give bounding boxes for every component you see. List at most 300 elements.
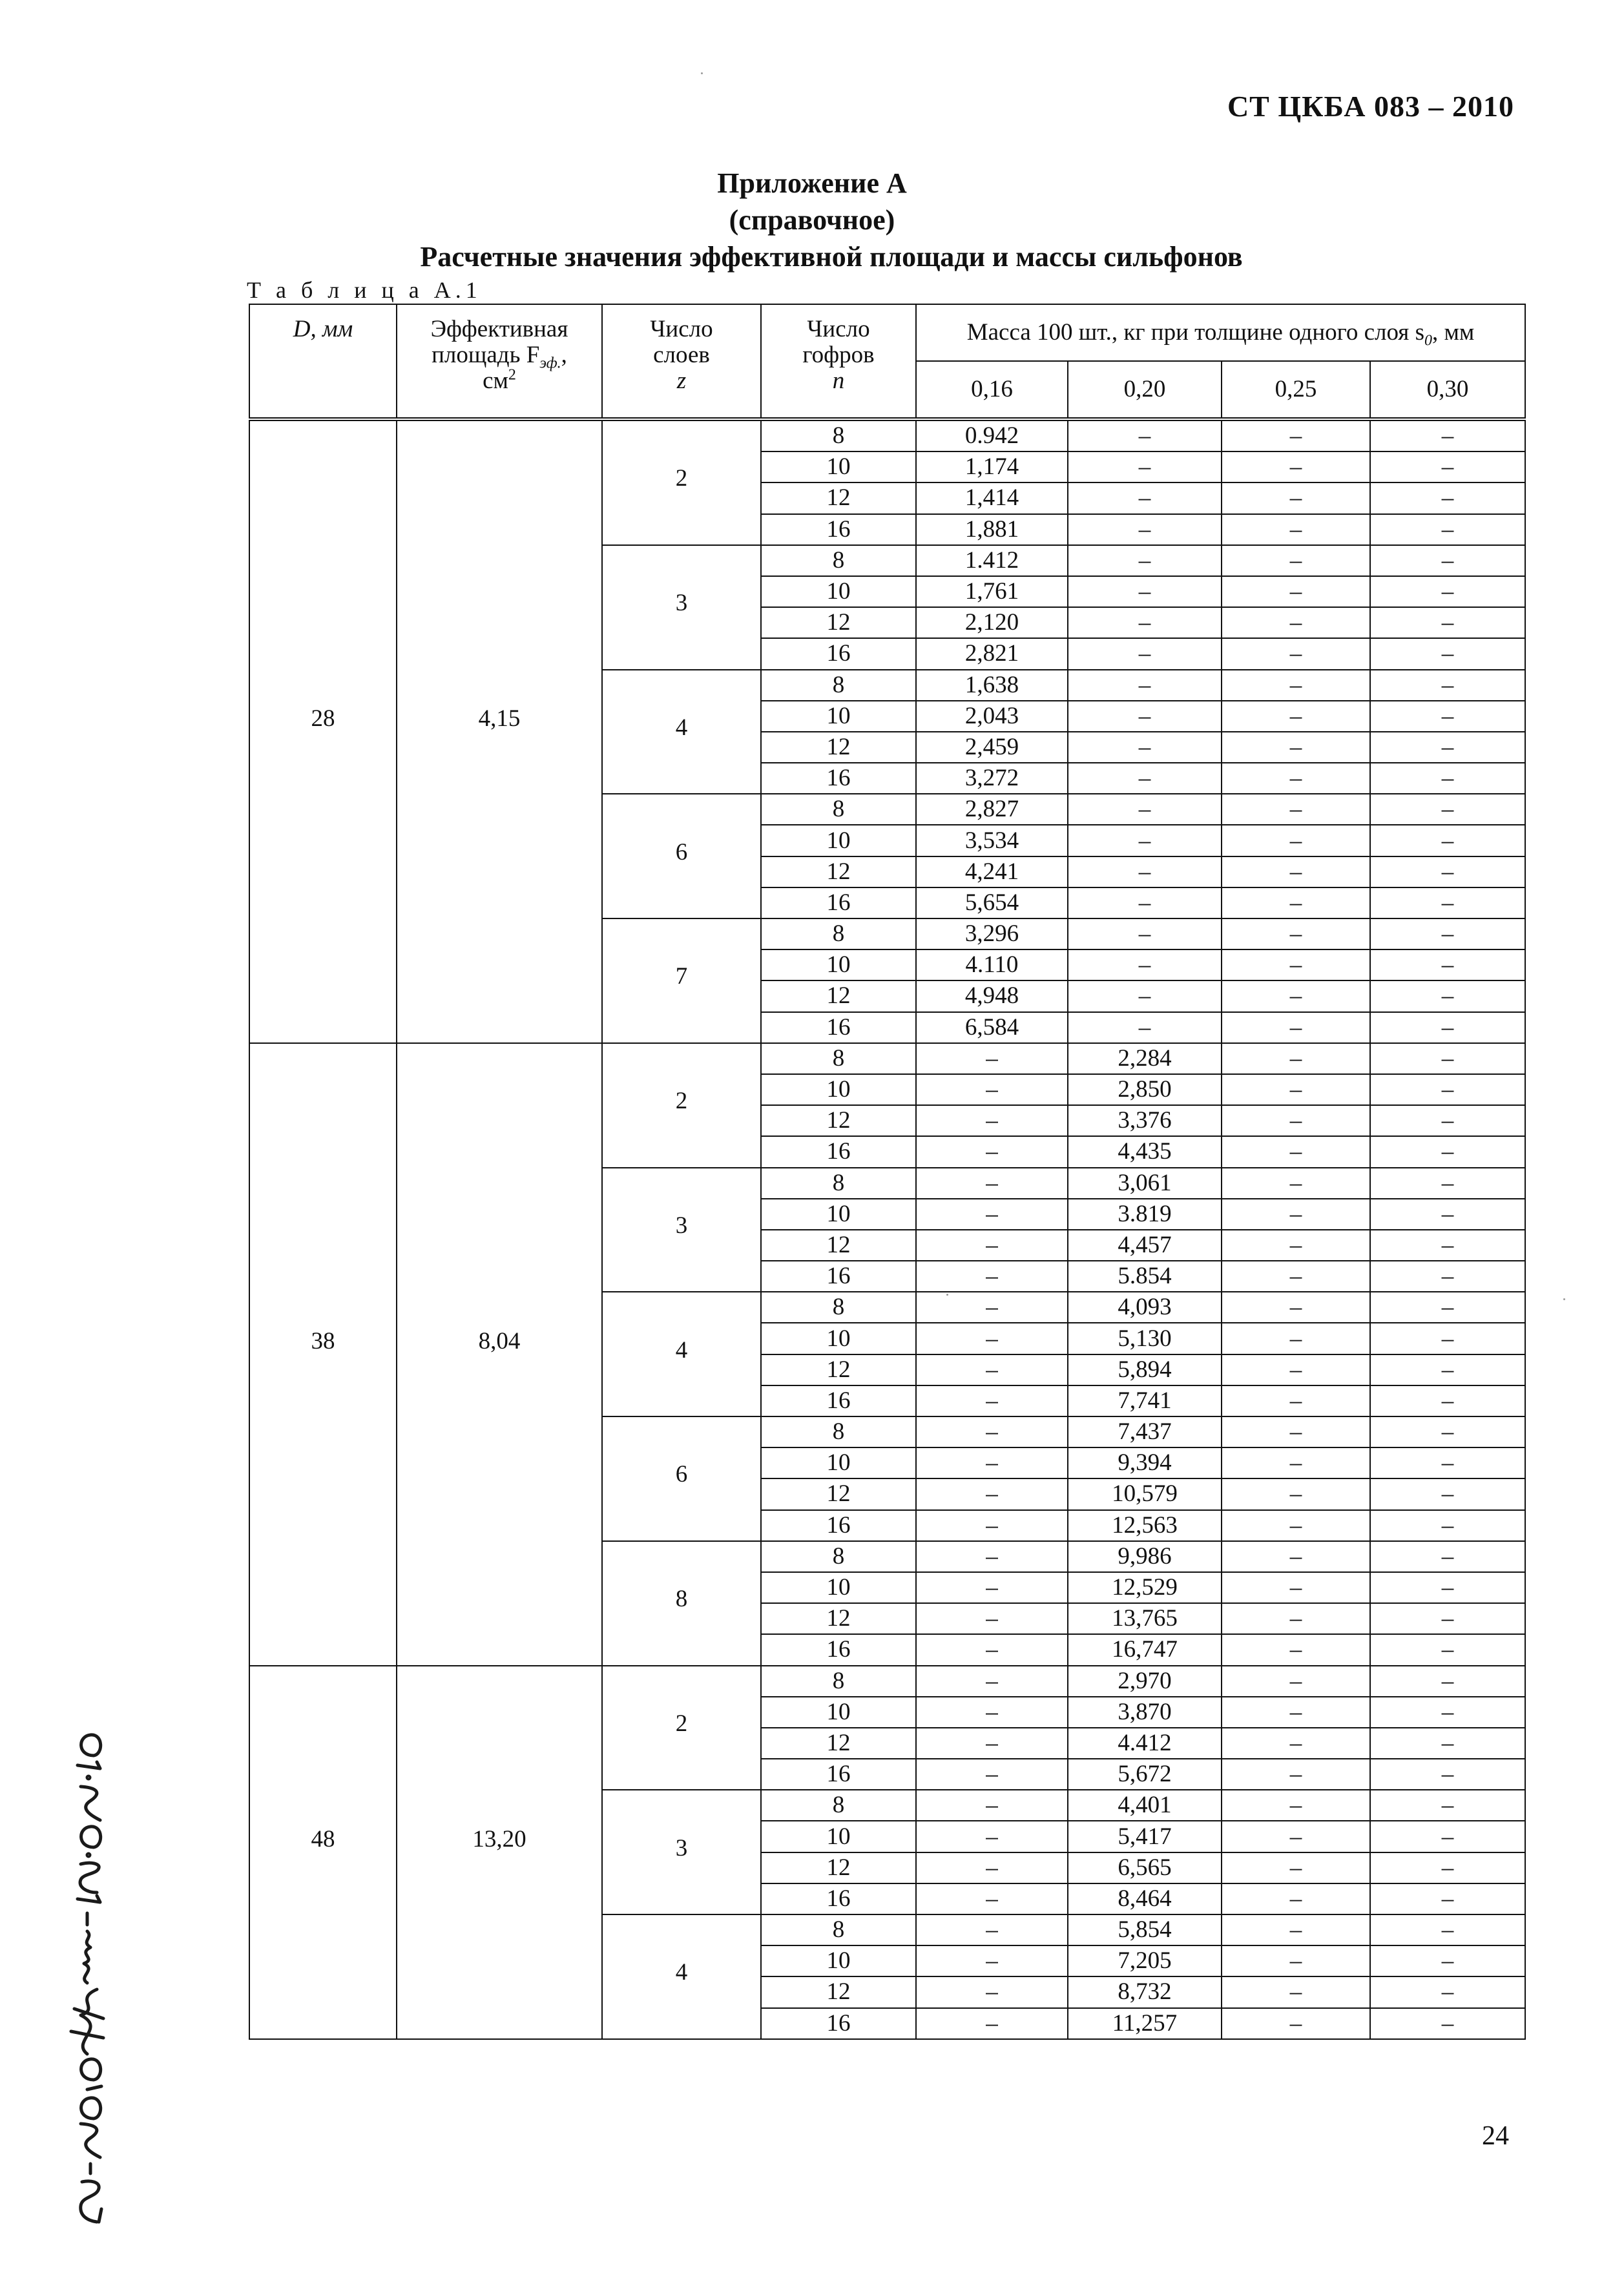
cell-mass-016: 1,761: [916, 576, 1068, 607]
cell-corrugations: 12: [761, 1976, 916, 2007]
cell-mass-020: 10,579: [1068, 1478, 1222, 1509]
cell-corrugations: 12: [761, 732, 916, 763]
cell-corrugations: 12: [761, 1728, 916, 1759]
cell-mass-030: –: [1370, 419, 1525, 451]
cell-mass-016: –: [916, 1323, 1068, 1354]
cell-layers: 2: [602, 419, 761, 545]
cell-corrugations: 12: [761, 607, 916, 638]
cell-mass-030: –: [1370, 980, 1525, 1011]
scan-speck: [1563, 1298, 1565, 1300]
cell-mass-025: –: [1222, 1728, 1370, 1759]
cell-layers: 4: [602, 1914, 761, 2039]
cell-corrugations: 16: [761, 1759, 916, 1790]
cell-mass-016: –: [916, 1666, 1068, 1697]
cell-mass-016: –: [916, 1230, 1068, 1261]
cell-mass-020: 7,741: [1068, 1385, 1222, 1416]
cell-mass-020: –: [1068, 732, 1222, 763]
cell-mass-025: –: [1222, 1385, 1370, 1416]
cell-mass-020: –: [1068, 918, 1222, 949]
cell-mass-020: –: [1068, 670, 1222, 701]
cell-layers: 6: [602, 1416, 761, 1541]
cell-mass-030: –: [1370, 1323, 1525, 1354]
cell-mass-020: 2,850: [1068, 1074, 1222, 1105]
cell-mass-020: –: [1068, 576, 1222, 607]
cell-mass-020: –: [1068, 887, 1222, 918]
cell-corrugations: 10: [761, 1945, 916, 1976]
cell-mass-030: –: [1370, 1292, 1525, 1323]
cell-mass-030: –: [1370, 1634, 1525, 1665]
cell-mass-030: –: [1370, 1945, 1525, 1976]
cell-mass-025: –: [1222, 1821, 1370, 1852]
cell-mass-030: –: [1370, 514, 1525, 545]
cell-corrugations: 12: [761, 1478, 916, 1509]
cell-mass-016: –: [916, 1790, 1068, 1821]
cell-mass-020: –: [1068, 794, 1222, 825]
cell-mass-025: –: [1222, 1012, 1370, 1043]
cell-mass-025: –: [1222, 1976, 1370, 2007]
header-thickness-3: 0,25: [1222, 361, 1370, 419]
cell-mass-030: –: [1370, 949, 1525, 980]
cell-layers: 4: [602, 1292, 761, 1416]
cell-mass-020: 9,394: [1068, 1447, 1222, 1478]
cell-mass-016: 1,414: [916, 482, 1068, 513]
cell-corrugations: 8: [761, 1541, 916, 1572]
cell-mass-020: 7,437: [1068, 1416, 1222, 1447]
cell-mass-016: –: [916, 2008, 1068, 2039]
cell-layers: 8: [602, 1541, 761, 1666]
cell-mass-025: –: [1222, 451, 1370, 482]
cell-mass-025: –: [1222, 1790, 1370, 1821]
cell-layers: 6: [602, 794, 761, 918]
cell-corrugations: 10: [761, 1821, 916, 1852]
cell-mass-020: –: [1068, 825, 1222, 856]
cell-mass-016: 5,654: [916, 887, 1068, 918]
cell-mass-030: –: [1370, 887, 1525, 918]
cell-mass-020: –: [1068, 1012, 1222, 1043]
cell-layers: 2: [602, 1666, 761, 1790]
cell-corrugations: 16: [761, 1136, 916, 1167]
cell-mass-020: –: [1068, 545, 1222, 576]
cell-mass-016: –: [916, 1043, 1068, 1074]
cell-mass-030: –: [1370, 701, 1525, 732]
cell-corrugations: 12: [761, 1354, 916, 1385]
header-area-sub: эф.: [539, 355, 561, 372]
cell-mass-025: –: [1222, 1323, 1370, 1354]
cell-mass-030: –: [1370, 1416, 1525, 1447]
cell-mass-025: –: [1222, 514, 1370, 545]
cell-mass-030: –: [1370, 1199, 1525, 1230]
cell-corrugations: 10: [761, 1447, 916, 1478]
cell-mass-030: –: [1370, 1603, 1525, 1634]
cell-mass-016: –: [916, 1136, 1068, 1167]
cell-mass-020: 8,732: [1068, 1976, 1222, 2007]
header-corr-var: n: [832, 368, 845, 394]
cell-mass-030: –: [1370, 545, 1525, 576]
header-d-text: D, мм: [293, 316, 353, 342]
cell-corrugations: 8: [761, 1914, 916, 1945]
cell-mass-020: –: [1068, 980, 1222, 1011]
header-layers-var: z: [676, 368, 687, 394]
cell-mass-025: –: [1222, 1416, 1370, 1447]
cell-mass-020: 2,284: [1068, 1043, 1222, 1074]
cell-layers: 3: [602, 545, 761, 670]
cell-mass-016: –: [916, 1385, 1068, 1416]
appendix-title-block: [0, 165, 1624, 275]
cell-mass-025: –: [1222, 607, 1370, 638]
cell-corrugations: 8: [761, 670, 916, 701]
cell-mass-016: 3,296: [916, 918, 1068, 949]
appendix-title: Приложение А: [717, 167, 907, 199]
cell-mass-030: –: [1370, 1821, 1525, 1852]
cell-corrugations: 12: [761, 1852, 916, 1883]
cell-mass-016: –: [916, 1541, 1068, 1572]
cell-corrugations: 10: [761, 949, 916, 980]
cell-mass-025: –: [1222, 1136, 1370, 1167]
cell-mass-016: 2,120: [916, 607, 1068, 638]
cell-mass-025: –: [1222, 1634, 1370, 1665]
header-layers: [602, 304, 761, 419]
cell-mass-025: –: [1222, 1666, 1370, 1697]
cell-mass-016: –: [916, 1883, 1068, 1914]
header-area-line3: см: [483, 368, 508, 394]
cell-mass-030: –: [1370, 1541, 1525, 1572]
bellows-table: [249, 304, 1526, 2040]
cell-corrugations: 12: [761, 1230, 916, 1261]
cell-mass-020: 12,529: [1068, 1572, 1222, 1603]
cell-mass-016: 0.942: [916, 419, 1068, 451]
cell-mass-020: 5,672: [1068, 1759, 1222, 1790]
cell-mass-020: 16,747: [1068, 1634, 1222, 1665]
cell-mass-016: 3,272: [916, 763, 1068, 794]
cell-corrugations: 16: [761, 514, 916, 545]
cell-mass-020: 8,464: [1068, 1883, 1222, 1914]
cell-mass-025: –: [1222, 980, 1370, 1011]
cell-corrugations: 16: [761, 1261, 916, 1292]
cell-corrugations: 16: [761, 2008, 916, 2039]
scan-speck: [946, 1294, 948, 1296]
cell-corrugations: 10: [761, 451, 916, 482]
cell-corrugations: 10: [761, 1074, 916, 1105]
cell-mass-016: 2,459: [916, 732, 1068, 763]
cell-mass-025: –: [1222, 763, 1370, 794]
cell-corrugations: 8: [761, 1043, 916, 1074]
cell-mass-025: –: [1222, 1168, 1370, 1199]
cell-mass-016: –: [916, 1199, 1068, 1230]
cell-mass-025: –: [1222, 1261, 1370, 1292]
table-row: [249, 1043, 1525, 1074]
cell-corrugations: 12: [761, 980, 916, 1011]
header-area-line2: площадь F: [432, 342, 540, 368]
page-number: 24: [1482, 2121, 1509, 2151]
cell-mass-016: 4.110: [916, 949, 1068, 980]
cell-mass-030: –: [1370, 856, 1525, 887]
cell-corrugations: 10: [761, 701, 916, 732]
cell-corrugations: 16: [761, 1634, 916, 1665]
cell-corrugations: 8: [761, 545, 916, 576]
cell-mass-020: 11,257: [1068, 2008, 1222, 2039]
table-label: Т а б л и ц а А.1: [247, 277, 482, 303]
cell-diameter: 28: [249, 419, 397, 1043]
cell-mass-030: –: [1370, 1012, 1525, 1043]
cell-mass-030: –: [1370, 1447, 1525, 1478]
cell-mass-025: –: [1222, 856, 1370, 887]
cell-corrugations: 8: [761, 794, 916, 825]
cell-mass-020: –: [1068, 451, 1222, 482]
cell-mass-025: –: [1222, 1759, 1370, 1790]
cell-mass-020: 5,894: [1068, 1354, 1222, 1385]
header-corr-line1: Число: [807, 316, 870, 342]
cell-mass-025: –: [1222, 1945, 1370, 1976]
cell-mass-020: 4.412: [1068, 1728, 1222, 1759]
cell-corrugations: 16: [761, 1510, 916, 1541]
header-thickness-1: 0,16: [916, 361, 1068, 419]
header-area-line1: Эффективная: [430, 316, 568, 342]
cell-layers: 2: [602, 1043, 761, 1168]
cell-mass-030: –: [1370, 451, 1525, 482]
cell-mass-025: –: [1222, 1074, 1370, 1105]
cell-corrugations: 8: [761, 918, 916, 949]
cell-mass-025: –: [1222, 1292, 1370, 1323]
cell-mass-030: –: [1370, 1976, 1525, 2007]
cell-mass-020: –: [1068, 514, 1222, 545]
cell-mass-016: –: [916, 1572, 1068, 1603]
cell-corrugations: 8: [761, 1790, 916, 1821]
cell-corrugations: 16: [761, 763, 916, 794]
cell-mass-030: –: [1370, 825, 1525, 856]
cell-mass-020: 5,130: [1068, 1323, 1222, 1354]
cell-mass-020: –: [1068, 701, 1222, 732]
header-d: [249, 304, 397, 419]
document-code: СТ ЦКБА 083 – 2010: [1227, 90, 1514, 123]
header-corr-line2: гофров: [802, 342, 875, 368]
cell-mass-025: –: [1222, 1478, 1370, 1509]
cell-corrugations: 16: [761, 1883, 916, 1914]
cell-mass-030: –: [1370, 1385, 1525, 1416]
cell-mass-030: –: [1370, 1728, 1525, 1759]
cell-mass-016: –: [916, 1634, 1068, 1665]
cell-mass-030: –: [1370, 1759, 1525, 1790]
header-thickness-4: 0,30: [1370, 361, 1525, 419]
header-corrugations: [761, 304, 916, 419]
cell-mass-020: 5.854: [1068, 1261, 1222, 1292]
cell-corrugations: 12: [761, 1105, 916, 1136]
cell-mass-016: 1,638: [916, 670, 1068, 701]
cell-mass-016: –: [916, 1510, 1068, 1541]
cell-mass-025: –: [1222, 576, 1370, 607]
table-row: [249, 1666, 1525, 1697]
cell-mass-030: –: [1370, 1261, 1525, 1292]
cell-layers: 3: [602, 1790, 761, 1914]
header-mass: [916, 304, 1525, 361]
cell-mass-020: –: [1068, 856, 1222, 887]
handwritten-signature: [61, 1705, 113, 2228]
cell-mass-030: –: [1370, 1883, 1525, 1914]
cell-mass-020: 3,376: [1068, 1105, 1222, 1136]
cell-mass-030: –: [1370, 1043, 1525, 1074]
cell-mass-030: –: [1370, 1354, 1525, 1385]
cell-corrugations: 10: [761, 1323, 916, 1354]
cell-mass-025: –: [1222, 794, 1370, 825]
cell-corrugations: 10: [761, 825, 916, 856]
cell-mass-025: –: [1222, 887, 1370, 918]
cell-corrugations: 12: [761, 482, 916, 513]
cell-mass-025: –: [1222, 482, 1370, 513]
cell-mass-025: –: [1222, 825, 1370, 856]
cell-mass-025: –: [1222, 1043, 1370, 1074]
cell-mass-016: 3,534: [916, 825, 1068, 856]
cell-mass-025: –: [1222, 1105, 1370, 1136]
scan-speck: [701, 72, 703, 74]
cell-effective-area: 8,04: [397, 1043, 602, 1666]
table-container: [249, 304, 1525, 2040]
appendix-subtitle: (справочное): [729, 204, 895, 236]
cell-mass-020: 2,970: [1068, 1666, 1222, 1697]
cell-corrugations: 8: [761, 1168, 916, 1199]
cell-mass-025: –: [1222, 1541, 1370, 1572]
cell-mass-025: –: [1222, 670, 1370, 701]
cell-mass-030: –: [1370, 794, 1525, 825]
cell-mass-030: –: [1370, 1790, 1525, 1821]
cell-mass-016: –: [916, 1074, 1068, 1105]
cell-mass-030: –: [1370, 1572, 1525, 1603]
cell-mass-025: –: [1222, 2008, 1370, 2039]
cell-mass-030: –: [1370, 576, 1525, 607]
header-layers-line1: Число: [650, 316, 713, 342]
cell-mass-016: –: [916, 1292, 1068, 1323]
cell-mass-030: –: [1370, 638, 1525, 669]
cell-mass-020: –: [1068, 638, 1222, 669]
cell-mass-020: –: [1068, 482, 1222, 513]
cell-mass-030: –: [1370, 1666, 1525, 1697]
cell-mass-030: –: [1370, 1168, 1525, 1199]
cell-mass-025: –: [1222, 949, 1370, 980]
cell-mass-016: –: [916, 1478, 1068, 1509]
cell-corrugations: 10: [761, 1199, 916, 1230]
cell-mass-020: –: [1068, 949, 1222, 980]
cell-mass-016: –: [916, 1447, 1068, 1478]
cell-mass-020: 3,870: [1068, 1697, 1222, 1728]
cell-mass-025: –: [1222, 1914, 1370, 1945]
cell-corrugations: 8: [761, 419, 916, 451]
cell-mass-020: 3.819: [1068, 1199, 1222, 1230]
table-header-row-1: [249, 304, 1525, 361]
cell-effective-area: 13,20: [397, 1666, 602, 2039]
cell-mass-016: –: [916, 1852, 1068, 1883]
cell-mass-020: –: [1068, 607, 1222, 638]
cell-mass-016: 4,241: [916, 856, 1068, 887]
cell-corrugations: 10: [761, 1572, 916, 1603]
cell-mass-030: –: [1370, 1105, 1525, 1136]
cell-mass-016: –: [916, 1416, 1068, 1447]
cell-mass-016: –: [916, 1821, 1068, 1852]
cell-mass-030: –: [1370, 1074, 1525, 1105]
cell-mass-030: –: [1370, 482, 1525, 513]
cell-mass-020: 5,854: [1068, 1914, 1222, 1945]
cell-mass-020: 4,093: [1068, 1292, 1222, 1323]
cell-mass-030: –: [1370, 1697, 1525, 1728]
cell-mass-030: –: [1370, 1914, 1525, 1945]
cell-mass-016: –: [916, 1354, 1068, 1385]
cell-mass-016: 1,174: [916, 451, 1068, 482]
cell-mass-016: 6,584: [916, 1012, 1068, 1043]
cell-mass-030: –: [1370, 607, 1525, 638]
cell-mass-020: 3,061: [1068, 1168, 1222, 1199]
cell-mass-025: –: [1222, 1603, 1370, 1634]
cell-mass-030: –: [1370, 1136, 1525, 1167]
cell-corrugations: 10: [761, 576, 916, 607]
cell-mass-020: 6,565: [1068, 1852, 1222, 1883]
cell-mass-030: –: [1370, 1230, 1525, 1261]
cell-mass-030: –: [1370, 918, 1525, 949]
cell-mass-016: –: [916, 1261, 1068, 1292]
cell-mass-016: –: [916, 1728, 1068, 1759]
cell-mass-030: –: [1370, 670, 1525, 701]
cell-mass-020: 9,986: [1068, 1541, 1222, 1572]
cell-mass-025: –: [1222, 701, 1370, 732]
table-row: [249, 419, 1525, 451]
cell-corrugations: 16: [761, 638, 916, 669]
cell-mass-030: –: [1370, 2008, 1525, 2039]
cell-layers: 4: [602, 670, 761, 794]
cell-mass-016: –: [916, 1759, 1068, 1790]
cell-mass-016: –: [916, 1603, 1068, 1634]
cell-mass-025: –: [1222, 1852, 1370, 1883]
cell-mass-016: –: [916, 1976, 1068, 2007]
cell-corrugations: 10: [761, 1697, 916, 1728]
cell-mass-030: –: [1370, 1478, 1525, 1509]
header-mass-text: Масса 100 шт., кг при толщине одного слоя s: [966, 319, 1424, 346]
header-mass-unit: , мм: [1431, 319, 1475, 346]
cell-mass-016: 1.412: [916, 545, 1068, 576]
cell-mass-025: –: [1222, 545, 1370, 576]
cell-corrugations: 16: [761, 1385, 916, 1416]
cell-mass-025: –: [1222, 1447, 1370, 1478]
cell-mass-025: –: [1222, 732, 1370, 763]
cell-mass-016: –: [916, 1168, 1068, 1199]
cell-layers: 3: [602, 1168, 761, 1292]
cell-mass-020: 4,457: [1068, 1230, 1222, 1261]
cell-corrugations: 8: [761, 1292, 916, 1323]
cell-corrugations: 12: [761, 1603, 916, 1634]
cell-mass-030: –: [1370, 763, 1525, 794]
cell-mass-020: 13,765: [1068, 1603, 1222, 1634]
cell-corrugations: 8: [761, 1416, 916, 1447]
cell-mass-016: –: [916, 1697, 1068, 1728]
cell-mass-016: 4,948: [916, 980, 1068, 1011]
header-thickness-2: 0,20: [1068, 361, 1222, 419]
cell-mass-025: –: [1222, 918, 1370, 949]
cell-mass-025: –: [1222, 1230, 1370, 1261]
cell-corrugations: 8: [761, 1666, 916, 1697]
cell-mass-030: –: [1370, 1510, 1525, 1541]
cell-mass-020: 5,417: [1068, 1821, 1222, 1852]
cell-mass-016: –: [916, 1105, 1068, 1136]
cell-mass-025: –: [1222, 1510, 1370, 1541]
cell-mass-025: –: [1222, 1572, 1370, 1603]
header-layers-line2: слоев: [653, 342, 710, 368]
cell-mass-016: 2,821: [916, 638, 1068, 669]
cell-mass-016: 2,043: [916, 701, 1068, 732]
cell-mass-016: –: [916, 1914, 1068, 1945]
cell-mass-020: 12,563: [1068, 1510, 1222, 1541]
cell-mass-030: –: [1370, 1852, 1525, 1883]
cell-mass-016: –: [916, 1945, 1068, 1976]
cell-effective-area: 4,15: [397, 419, 602, 1043]
header-mass-sub: 0: [1424, 332, 1432, 349]
cell-mass-025: –: [1222, 1883, 1370, 1914]
header-area: Эффективная площадь $F_{эф.}$, $см^2$: [397, 304, 602, 419]
cell-corrugations: 16: [761, 887, 916, 918]
